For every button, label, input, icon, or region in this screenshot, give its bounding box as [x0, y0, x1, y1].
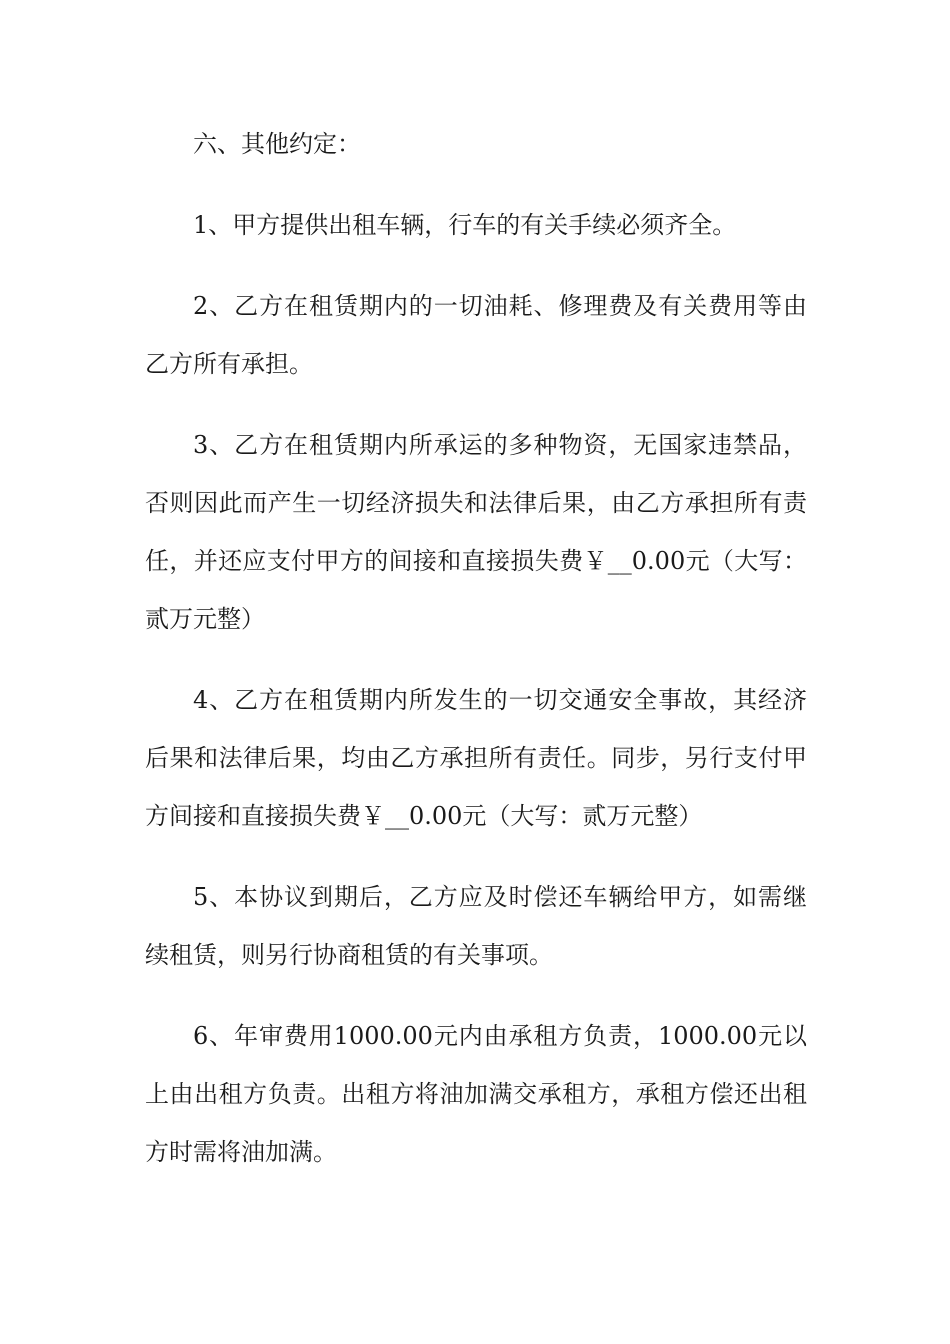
- clause-3: 3、乙方在租赁期内所承运的多种物资，无国家违禁品，否则因此而产生一切经济损失和法律后果，由乙方承担所有责任，并还应支付甲方的间接和直接损失费￥__0.00元（大写：贰万元整）: [145, 431, 807, 633]
- clause-1: 1、甲方提供出租车辆，行车的有关手续必须齐全。: [193, 211, 737, 239]
- clause-4: 4、乙方在租赁期内所发生的一切交通安全事故，其经济后果和法律后果，均由乙方承担所有责任。同步，另行支付甲方间接和直接损失费￥__0.00元（大写：贰万元整）: [145, 686, 807, 830]
- section-heading: 六、其他约定：: [193, 130, 361, 158]
- clause-2: 2、乙方在租赁期内的一切油耗、修理费及有关费用等由乙方所有承担。: [145, 292, 807, 378]
- clause-6: 6、年审费用1000.00元内由承租方负责，1000.00元以上由出租方负责。出租方将油加满交承租方，承租方偿还出租方时需将油加满。: [145, 1022, 807, 1166]
- document-body: [145, 115, 807, 1204]
- clause-5: 5、本协议到期后，乙方应及时偿还车辆给甲方，如需继续租赁，则另行协商租赁的有关事项。: [145, 883, 807, 969]
